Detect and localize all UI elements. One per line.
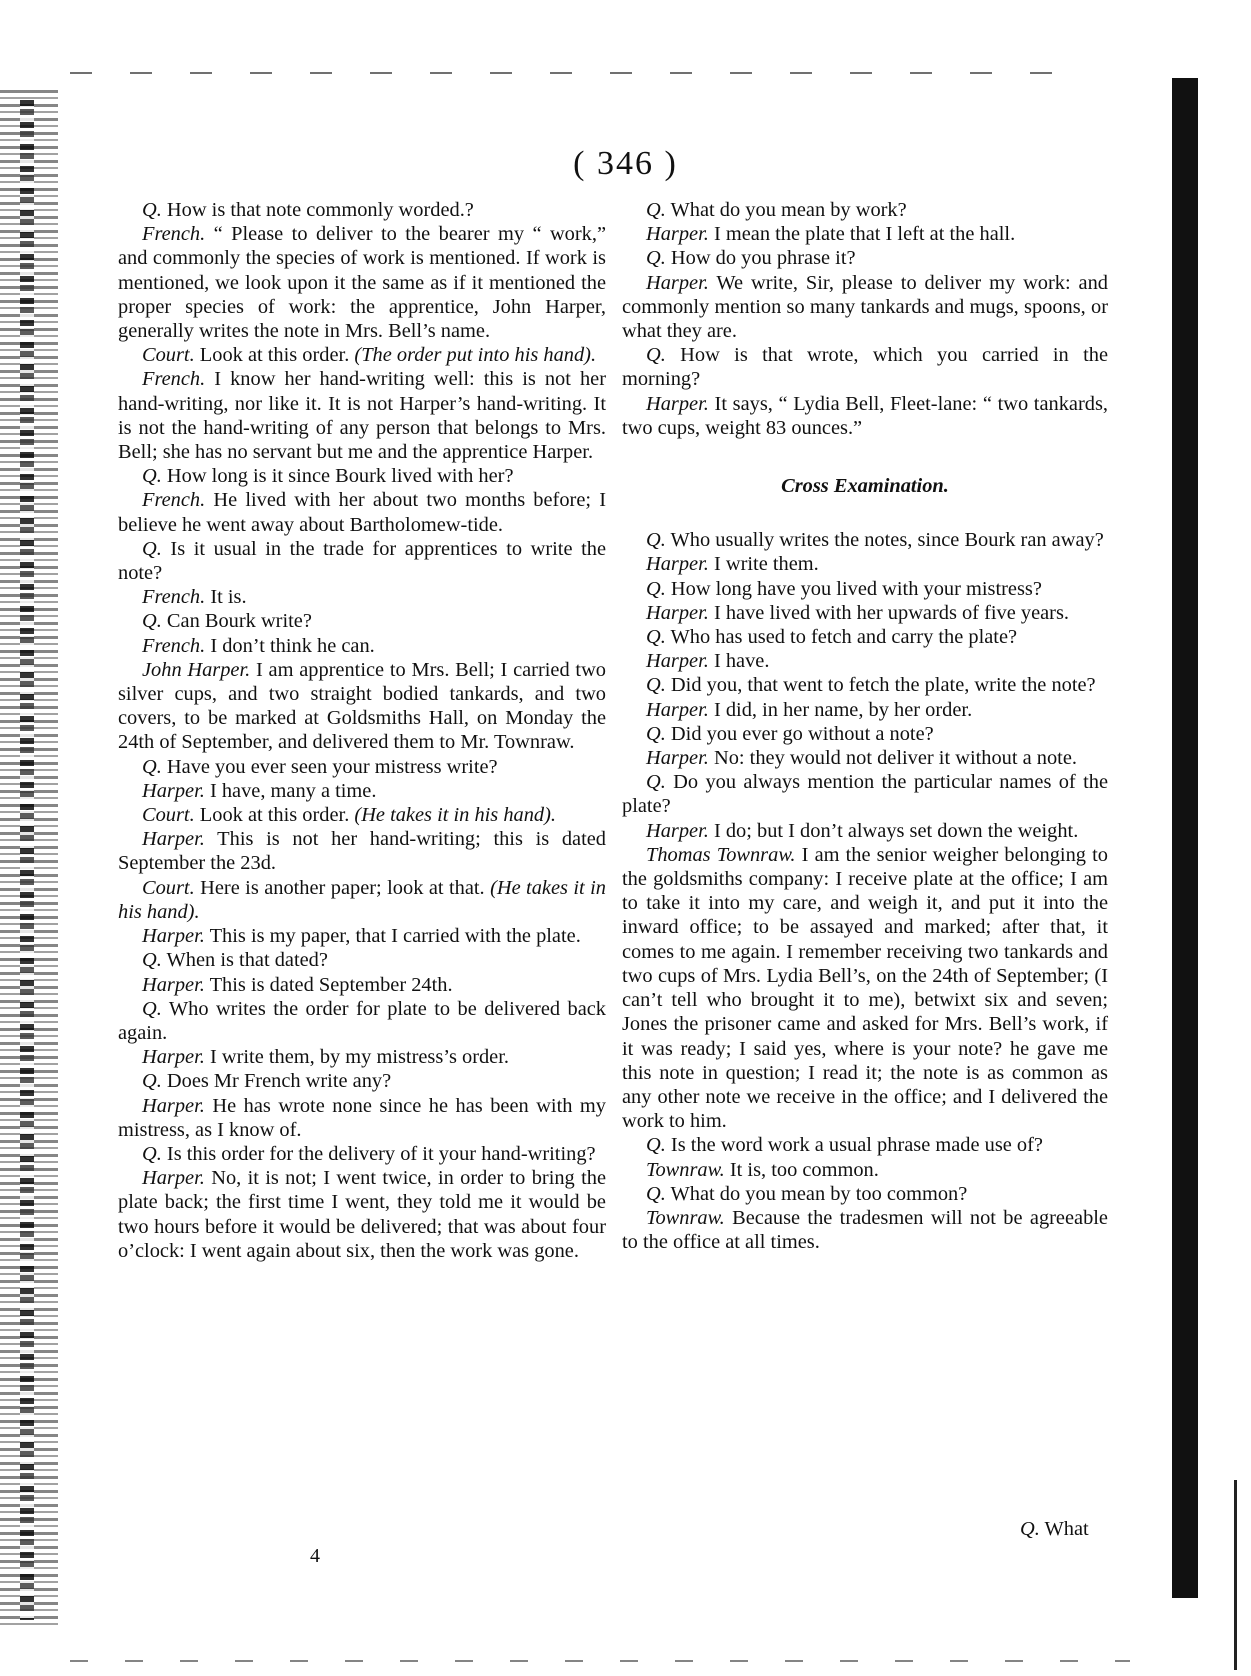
speaker-label: Q. <box>142 610 162 633</box>
testimony-text: Who usually writes the notes, since Bourk ran away? <box>665 529 1104 552</box>
testimony-text: I do; but I don’t always set down the weight. <box>708 819 1079 842</box>
testimony-text: We write, Sir, please to deliver my work: and commonly mention so many tankards and mugs, spoons, or what they are. <box>622 271 1108 343</box>
speaker-label: Thomas Townraw. <box>646 843 796 866</box>
speaker-label: French. <box>142 368 206 391</box>
speaker-label: Q. <box>646 1134 666 1157</box>
testimony-paragraph <box>622 625 1108 649</box>
testimony-text: I am the senior weigher belonging to the goldsmiths company: I receive plate at the office; I am to take it into my care, and weigh it, and put it into the inward office; to be assayed and marked; after that, it comes to me again. I remember receiving two tankards and two cups of Mrs. Lydia Bell’s, on the 24th of September; (I can’t tell who brought it to me), betwixt six and seven; Jones the prisoner came and asked for Mrs. Bell’s work, if it was ready; I said yes, where is your note? he gave me this note in question; I read it; the note is as common as any other note we receive in the office; and I delivered the work to him. <box>622 843 1108 1133</box>
speaker-label: Townraw. <box>646 1158 725 1181</box>
testimony-text: I did, in her name, by her order. <box>708 698 973 721</box>
testimony-paragraph <box>118 1142 606 1166</box>
speaker-label: French. <box>142 634 206 657</box>
speaker-label: Court. <box>142 804 195 827</box>
testimony-paragraph <box>622 698 1108 722</box>
speaker-label: Harper. <box>142 1046 205 1069</box>
speaker-label: Harper. <box>142 779 205 802</box>
testimony-text: I am apprentice to Mrs. Bell; I carried two silver cups, and two straight bodied tankards, and two covers, to be marked at Goldsmiths Hall, on Monday the 24th of September, and delivered them to Mr. Townraw. <box>118 658 607 754</box>
testimony-paragraph <box>622 843 1108 1133</box>
testimony-paragraph <box>622 673 1108 697</box>
testimony-text: I write them, by my mistress’s order. <box>204 1046 509 1069</box>
testimony-paragraph <box>118 924 606 948</box>
speaker-label: Q. <box>646 674 666 697</box>
testimony-text: What do you mean by work? <box>665 199 907 221</box>
testimony-text: Does Mr French write any? <box>161 1070 392 1093</box>
speaker-label: French. <box>142 586 206 609</box>
testimony-text: Who has used to fetch and carry the plate? <box>665 626 1018 649</box>
speaker-label: Harper. <box>646 698 709 721</box>
stage-direction: (The order put into his hand). <box>354 344 597 367</box>
testimony-paragraph <box>118 1045 606 1069</box>
speaker-label: Q. <box>142 1070 162 1093</box>
signature-mark: 4 <box>310 1545 320 1567</box>
speaker-label: French. <box>142 223 206 246</box>
testimony-paragraph <box>118 997 606 1045</box>
testimony-text: He lived with her about two months before; I believe he went away about Bartholomew-tide. <box>118 489 606 536</box>
speaker-label: Q. <box>142 199 162 221</box>
testimony-paragraph <box>622 649 1108 673</box>
testimony-paragraph <box>118 658 606 755</box>
testimony-paragraph <box>118 948 606 972</box>
speaker-label: Q. <box>142 755 162 778</box>
testimony-paragraph <box>622 343 1108 391</box>
testimony-paragraph <box>118 222 606 343</box>
testimony-paragraph <box>118 343 606 367</box>
testimony-paragraph <box>622 819 1108 843</box>
testimony-paragraph <box>622 198 1108 222</box>
testimony-paragraph <box>622 552 1108 576</box>
speaker-label: Court. <box>142 876 195 899</box>
testimony-paragraph <box>622 770 1108 818</box>
testimony-paragraph <box>622 746 1108 770</box>
speaker-label: Q. <box>646 771 666 794</box>
testimony-text: It is. <box>205 586 247 609</box>
speaker-label: Q. <box>142 997 162 1020</box>
testimony-text: Did you ever go without a note? <box>665 722 934 745</box>
speaker-label: Q. <box>646 529 666 552</box>
testimony-text: When is that dated? <box>161 949 328 972</box>
testimony-text: How is that note commonly worded.? <box>161 199 474 221</box>
speaker-label: Harper. <box>142 973 205 996</box>
testimony-paragraph <box>622 246 1108 270</box>
testimony-text: Is this order for the delivery of it your hand-writing? <box>161 1142 596 1165</box>
testimony-text: How long have you lived with your mistress? <box>665 577 1042 600</box>
catchword <box>1020 1518 1089 1541</box>
catchword-q: Q. <box>1020 1518 1040 1540</box>
speaker-label: Q. <box>646 199 666 221</box>
testimony-text: I have, many a time. <box>204 779 377 802</box>
speaker-label: Harper. <box>142 925 205 948</box>
speaker-label: Harper. <box>646 819 709 842</box>
testimony-text: What do you mean by too common? <box>665 1182 968 1205</box>
testimony-text: I mean the plate that I left at the hall. <box>708 223 1016 246</box>
testimony-text: This is not her hand-writing; this is dated September the 23d. <box>118 828 606 875</box>
left-column <box>118 198 606 1263</box>
testimony-paragraph <box>118 367 606 464</box>
testimony-text: Who writes the order for plate to be delivered back again. <box>118 997 606 1044</box>
speaker-label: Q. <box>646 722 666 745</box>
testimony-paragraph <box>118 973 606 997</box>
right-column <box>622 198 1108 1254</box>
testimony-paragraph <box>118 488 606 536</box>
testimony-paragraph <box>118 1069 606 1093</box>
speaker-label: Q. <box>142 1142 162 1165</box>
testimony-text: It says, “ Lydia Bell, Fleet-lane: “ two tankards, two cups, weight 83 ounces.” <box>622 392 1108 439</box>
right-column-bottom <box>622 528 1108 1254</box>
testimony-paragraph <box>118 585 606 609</box>
testimony-text: “ Please to deliver to the bearer my “ work,” and commonly the species of work is mentioned. If work is mentioned, we look upon it the same as if it mentioned the proper species of work: the apprentice, John Harper, generally writes the note in Mrs. Bell’s name. <box>118 223 606 343</box>
speaker-label: Harper. <box>646 650 709 673</box>
testimony-text: No: they would not deliver it without a note. <box>708 747 1077 770</box>
scan-binding-shadow <box>20 100 34 1620</box>
speaker-label: French. <box>142 489 206 512</box>
testimony-paragraph <box>622 271 1108 344</box>
speaker-label: Townraw. <box>646 1206 725 1229</box>
testimony-text: Did you, that went to fetch the plate, write the note? <box>665 674 1096 697</box>
speaker-label: Harper. <box>646 223 709 246</box>
testimony-text: How is that wrote, which you carried in the morning? <box>622 344 1108 391</box>
speaker-label: Harper. <box>142 1167 205 1190</box>
testimony-paragraph <box>118 1166 606 1263</box>
testimony-text: Look at this order. <box>194 344 355 367</box>
testimony-paragraph <box>118 755 606 779</box>
scan-right-margin-line <box>1234 1480 1237 1670</box>
stage-direction: (He takes it in his hand). <box>354 804 557 827</box>
testimony-paragraph <box>118 876 606 924</box>
testimony-paragraph <box>622 1206 1108 1254</box>
right-column-top <box>622 198 1108 440</box>
testimony-text: No, it is not; I went twice, in order to bring the plate back; the first time I went, they told me it would be two hours before it would be delivered; that was about four o’clock: I went again about six, then the work was gone. <box>118 1167 606 1262</box>
testimony-paragraph <box>118 827 606 875</box>
scan-right-edge <box>1172 78 1198 1598</box>
speaker-label: Harper. <box>142 1094 205 1117</box>
speaker-label: Q. <box>646 1182 666 1205</box>
testimony-text: I have lived with her upwards of five years. <box>708 601 1069 624</box>
testimony-paragraph <box>622 601 1108 625</box>
testimony-text: Can Bourk write? <box>161 610 312 633</box>
testimony-text: I don’t think he can. <box>205 634 375 657</box>
testimony-paragraph <box>622 1158 1108 1182</box>
testimony-text: Is the word work a usual phrase made use of? <box>665 1134 1043 1157</box>
speaker-label: Harper. <box>142 828 205 851</box>
testimony-paragraph <box>118 1094 606 1142</box>
testimony-paragraph <box>622 1182 1108 1206</box>
speaker-label: Q. <box>646 247 666 270</box>
testimony-text: I know her hand-writing well: this is not her hand-writing, nor like it. It is not Harper’s hand-writing. It is not the hand-writing of any person that belongs to Mrs. Bell; she has no servant but me and the apprentice Harper. <box>118 368 606 464</box>
scan-bottom-noise <box>70 1660 1130 1662</box>
speaker-label: Harper. <box>646 553 709 576</box>
stage-direction: (He takes it in his hand). <box>118 876 606 923</box>
speaker-label: John Harper. <box>142 658 251 681</box>
speaker-label: Q. <box>646 626 666 649</box>
testimony-text: Do you always mention the particular names of the plate? <box>622 771 1108 818</box>
testimony-text: How do you phrase it? <box>665 247 856 270</box>
testimony-paragraph <box>118 609 606 633</box>
testimony-text: Have you ever seen your mistress write? <box>161 755 498 778</box>
catchword-word: What <box>1039 1518 1089 1540</box>
testimony-paragraph <box>622 1133 1108 1157</box>
testimony-paragraph <box>622 528 1108 552</box>
testimony-text: It is, too common. <box>724 1158 879 1181</box>
testimony-paragraph <box>622 577 1108 601</box>
speaker-label: Court. <box>142 344 195 367</box>
testimony-text: I have. <box>708 650 770 673</box>
testimony-text: I write them. <box>708 553 819 576</box>
testimony-paragraph <box>118 537 606 585</box>
testimony-paragraph <box>622 222 1108 246</box>
speaker-label: Q. <box>142 949 162 972</box>
testimony-text: Is it usual in the trade for apprentices to write the note? <box>118 537 606 585</box>
testimony-paragraph <box>118 779 606 803</box>
testimony-paragraph <box>118 803 606 827</box>
testimony-paragraph <box>622 392 1108 440</box>
testimony-text: This is my paper, that I carried with the plate. <box>204 925 581 948</box>
testimony-text: Because the tradesmen will not be agreeable to the office at all times. <box>622 1206 1108 1254</box>
speaker-label: Q. <box>142 537 162 560</box>
testimony-paragraph <box>118 464 606 488</box>
testimony-text: How long is it since Bourk lived with her? <box>161 465 514 488</box>
testimony-paragraph <box>622 722 1108 746</box>
speaker-label: Harper. <box>646 601 709 624</box>
testimony-text: Here is another paper; look at that. <box>194 876 491 899</box>
speaker-label: Q. <box>142 465 162 488</box>
page-number: ( 346 ) <box>573 145 678 182</box>
speaker-label: Harper. <box>646 271 709 294</box>
speaker-label: Harper. <box>646 747 709 770</box>
speaker-label: Q. <box>646 577 666 600</box>
speaker-label: Harper. <box>646 392 709 415</box>
testimony-text: He has wrote none since he has been with my mistress, as I know of. <box>118 1094 606 1141</box>
scan-top-noise <box>70 72 1090 74</box>
speaker-label: Q. <box>646 344 666 367</box>
section-heading: Cross Examination. <box>781 475 949 498</box>
testimony-paragraph <box>118 634 606 658</box>
testimony-text: Look at this order. <box>194 804 355 827</box>
testimony-paragraph <box>118 198 606 222</box>
testimony-text: This is dated September 24th. <box>204 973 453 996</box>
